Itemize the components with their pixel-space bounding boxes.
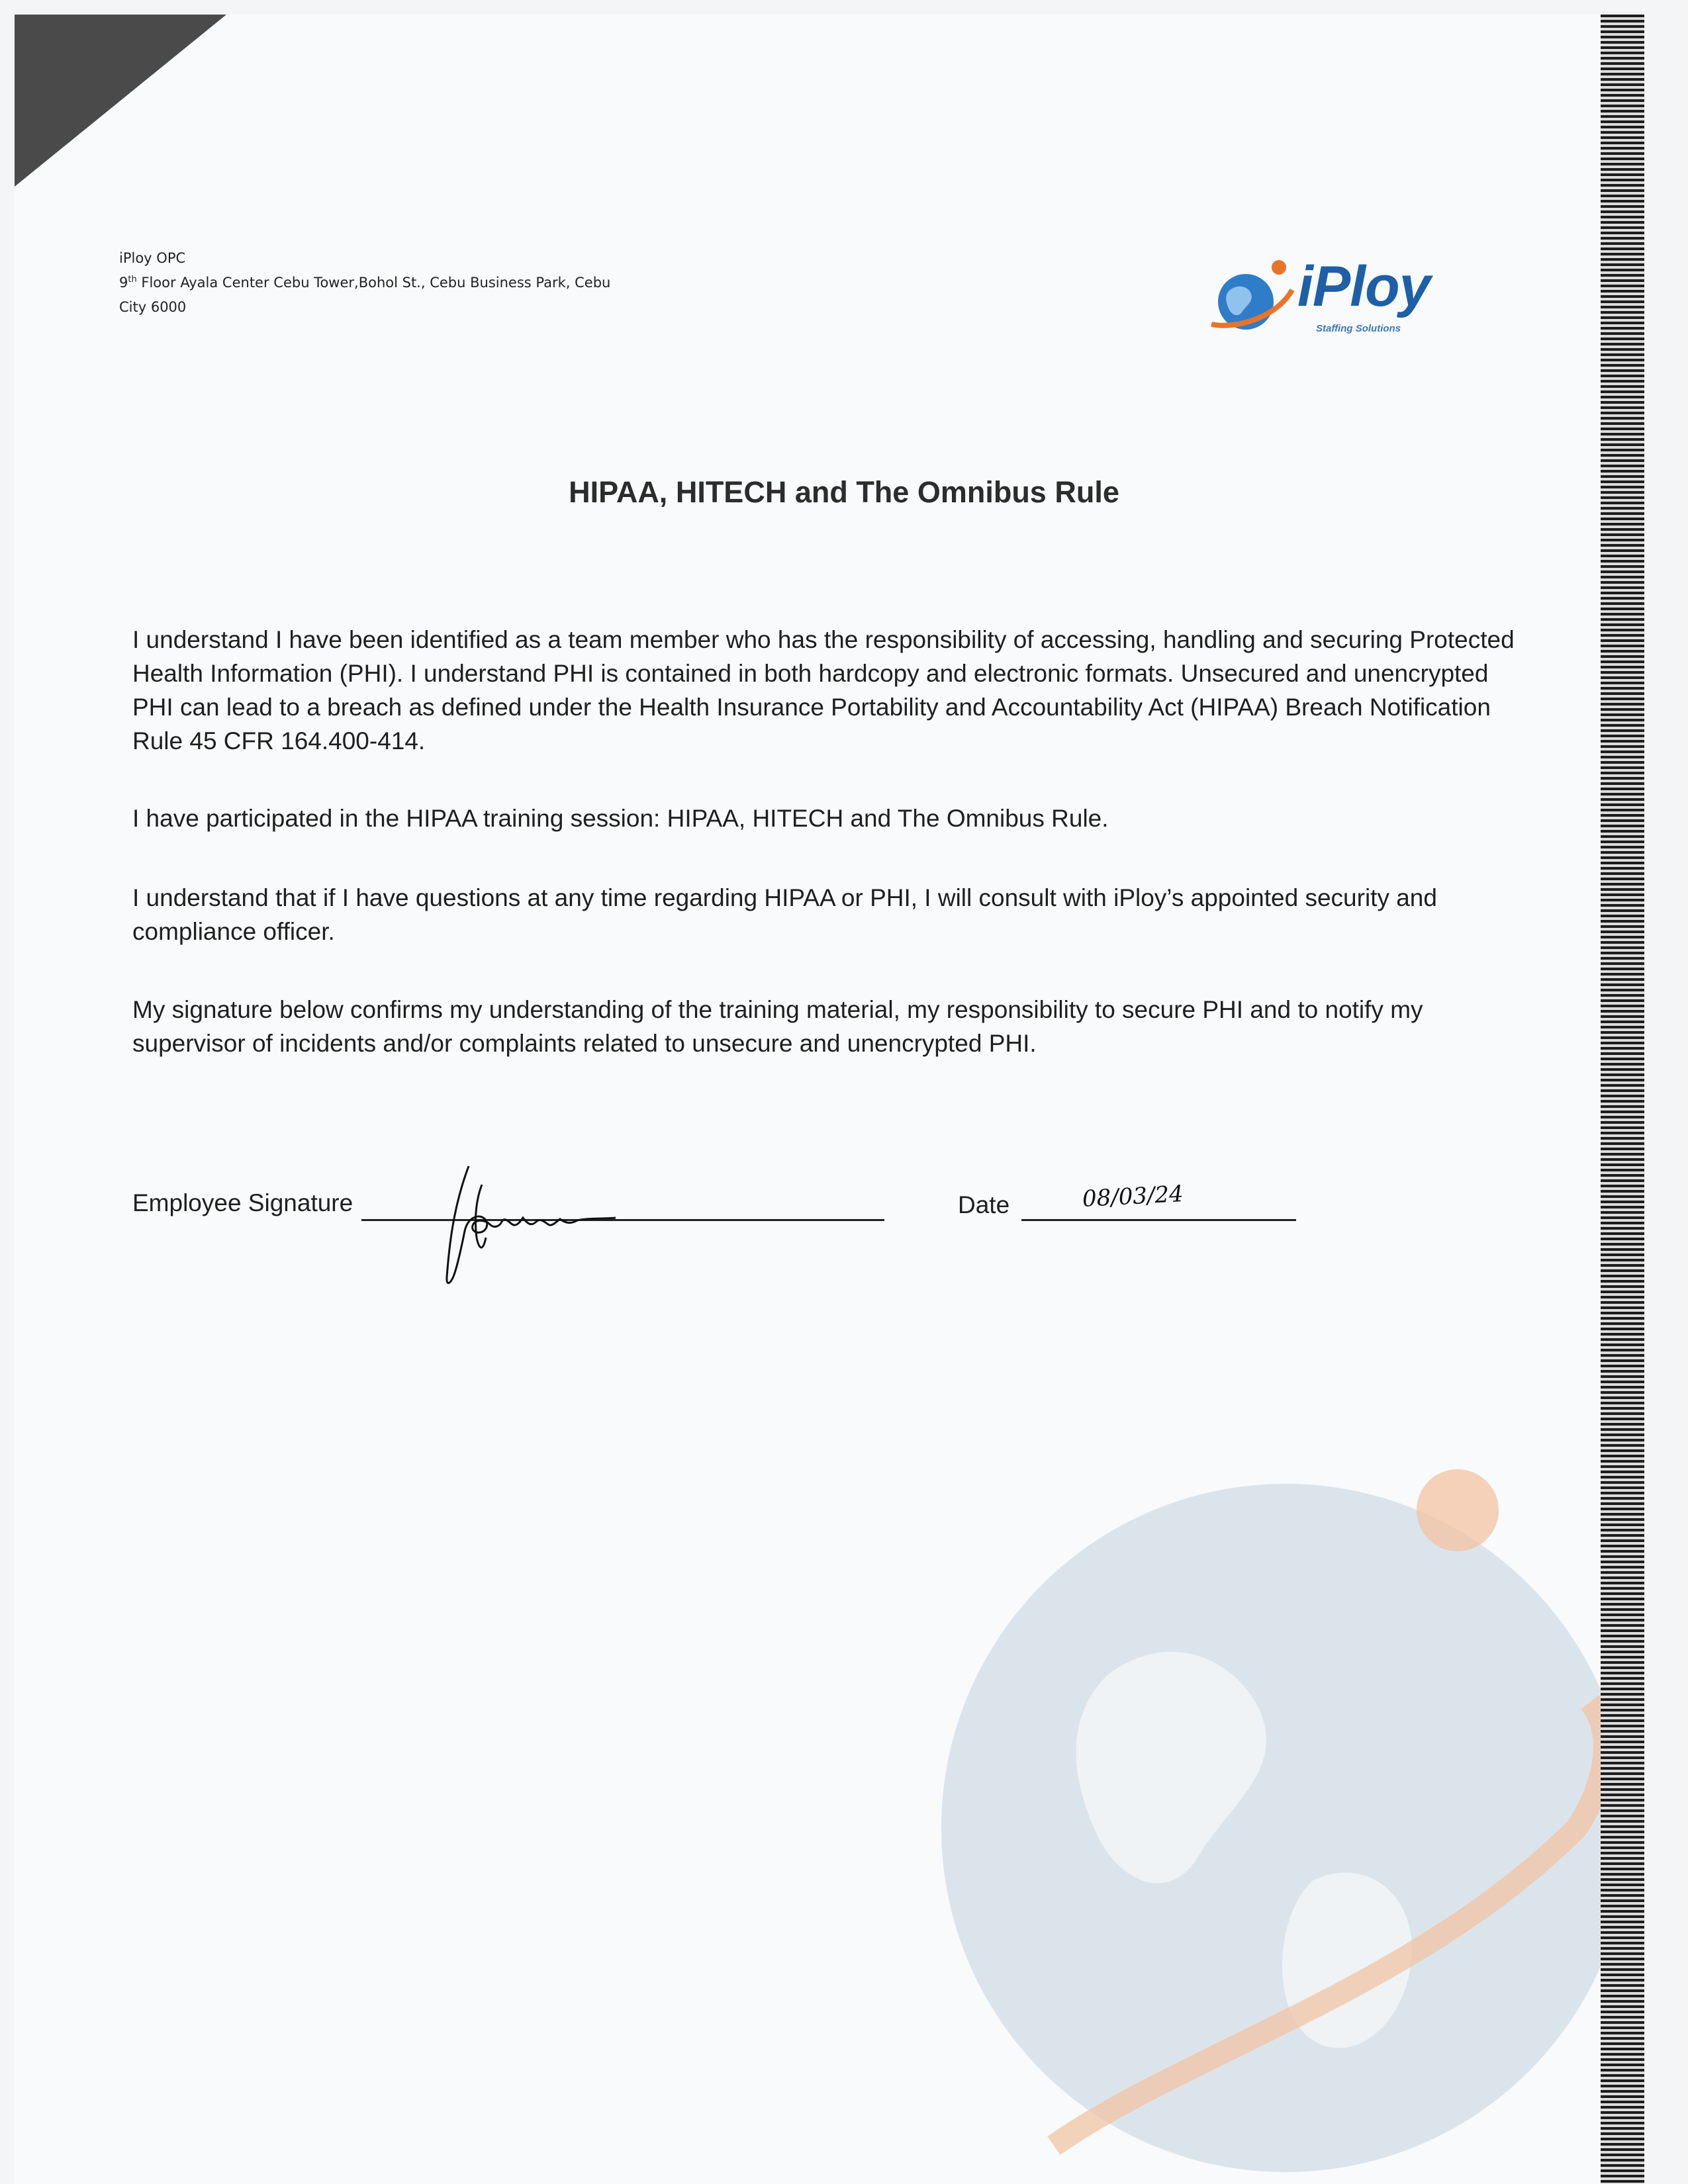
address-line-1 bbox=[119, 271, 610, 295]
globe-watermark-icon bbox=[888, 1457, 1617, 2184]
company-name: iPloy OPC bbox=[119, 250, 186, 266]
handwritten-signature bbox=[430, 1158, 622, 1291]
employee-signature-label: Employee Signature bbox=[132, 1189, 353, 1216]
paragraph-compliance-officer: I understand that if I have questions at any time regarding HIPAA or PHI, I will consult with iPloy’s appointed security and compliance officer. bbox=[132, 884, 1437, 945]
address-floor-number: 9 bbox=[119, 275, 128, 291]
address-line-1-rest: Floor Ayala Center Cebu Tower,Bohol St., Cebu Business Park, Cebu bbox=[136, 275, 611, 291]
paragraph-training-session: I have participated in the HIPAA training session: HIPAA, HITECH and The Omnibus Rule. bbox=[132, 805, 1109, 832]
scanner-edge-strip bbox=[1601, 15, 1644, 2184]
company-address-block bbox=[119, 246, 610, 320]
paragraph-phi-responsibility: I understand I have been identified as a team member who has the responsibility of accessing, handling and securing Protected Health Information (PHI). I understand PHI is contained in both hardcopy and electronic formats. Unsecured and unencrypted PHI can lead to a breach as defined under the Health Insurance Portability and Accountability Act (HIPAA) Breach Notification Rule 45 CFR 164.400-414. bbox=[132, 626, 1515, 754]
scanned-corner-fold bbox=[15, 15, 226, 187]
address-line-2: City 6000 bbox=[119, 299, 187, 315]
globe-person-icon bbox=[1205, 250, 1304, 343]
date-line bbox=[1021, 1219, 1296, 1221]
logo-wordmark: iPloy bbox=[1297, 255, 1430, 318]
date-label: Date bbox=[958, 1191, 1010, 1218]
iploy-logo bbox=[1205, 250, 1456, 343]
paragraph-signature-confirmation: My signature below confirms my understanding of the training material, my responsibility to secure PHI and to notify my supervisor of incidents and/or complaints related to unsecure and unencrypted PHI. bbox=[132, 996, 1423, 1057]
signed-date-value: 08/03/24 bbox=[1082, 1181, 1184, 1212]
page-title: HIPAA, HITECH and The Omnibus Rule bbox=[569, 475, 1119, 509]
logo-tagline: Staffing Solutions bbox=[1316, 323, 1401, 334]
address-floor-suffix: th bbox=[128, 275, 137, 285]
